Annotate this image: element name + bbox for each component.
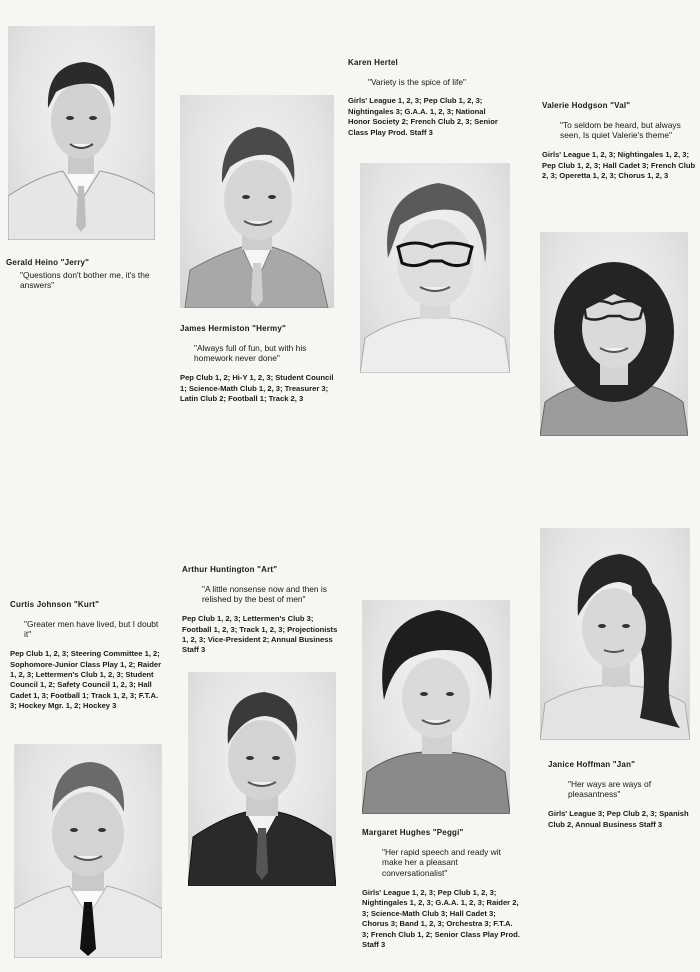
student-activities: Girls' League 3; Pep Club 2, 3; Spanish Club 2, Annual Business Staff 3 xyxy=(548,809,689,829)
portrait-janice-hoffman xyxy=(540,528,690,740)
student-name: Curtis Johnson "Kurt" xyxy=(10,600,100,609)
caption-curtis-johnson xyxy=(10,600,162,712)
student-activities: Pep Club 1, 2, 3; Steering Committee 1, 2; Sophomore-Junior Class Play 1, 2; Raider 1, 2, 3; Lettermen's Club 1, 2, 3; Student Council 1, 2; Safety Council 1, 2, 3; Hall Cadet 1, 3; Football 1; Track 1, 2, 3; F.T.A. 3; Hockey Mgr. 1, 2; Hockey 3 xyxy=(10,649,162,711)
student-quote: "Her ways are ways of pleasantness" xyxy=(568,778,652,800)
student-activities: Pep Club 1, 2, 3; Lettermen's Club 3; Football 1, 2, 3; Track 1, 2, 3; Projectionists 1, 2, 3; Vice-President 2; Annual Business Staff 3 xyxy=(182,614,338,655)
portrait-valerie-hodgson xyxy=(540,232,688,436)
student-name: James Hermiston "Hermy" xyxy=(180,324,287,333)
student-quote: "Her rapid speech and ready wit make her a pleasant conversationalist" xyxy=(382,846,501,879)
student-name: Janice Hoffman "Jan" xyxy=(548,760,636,769)
student-name: Gerald Heino "Jerry" xyxy=(6,258,90,267)
student-activities: Pep Club 1, 2; Hi-Y 1, 2, 3; Student Council 1; Science-Math Club 1, 2, 3; Treasurer 3; Latin Club 2; Football 1; Track 2, 3 xyxy=(180,373,334,403)
student-quote: "Always full of fun, but with his homework never done" xyxy=(194,342,307,364)
caption-margaret-hughes xyxy=(362,828,520,950)
student-activities: Girls' League 1, 2, 3; Pep Club 1, 2, 3; Nightingales 1, 2, 3; G.A.A. 1, 2, 3; Raider 2, 3; Science-Math Club 3; Hall Cadet 3; Chorus 3; Band 1, 2, 3; Orchestra 3; F.T.A. 3; French Club 1, 2; Senior Class Play Prod. Staff 3 xyxy=(362,887,520,950)
portrait-margaret-hughes xyxy=(362,600,510,814)
portrait-james-hermiston xyxy=(180,95,334,308)
student-quote: "Questions don't bother me, it's the answers" xyxy=(20,269,150,291)
caption-karen-hertel xyxy=(348,58,508,138)
caption-james-hermiston xyxy=(180,324,338,404)
student-name: Margaret Hughes "Peggi" xyxy=(362,828,464,837)
student-activities: Girls' League 1, 2, 3; Pep Club 1, 2, 3; Nightingales 3; G.A.A. 1, 2, 3; National Honor Society 2; French Club 2, 3; Senior Class Play Prod. Staff 3 xyxy=(348,96,498,137)
student-name: Karen Hertel xyxy=(348,58,398,67)
caption-valerie-hodgson xyxy=(542,101,696,181)
portrait-karen-hertel xyxy=(360,163,510,373)
caption-janice-hoffman xyxy=(548,760,698,830)
student-quote: "A little nonsense now and then is relished by the best of men" xyxy=(202,583,327,605)
student-quote: "Greater men have lived, but I doubt it" xyxy=(24,618,159,640)
student-quote: "Variety is the spice of life" xyxy=(368,76,466,87)
portrait-curtis-johnson xyxy=(14,744,162,958)
student-activities: Girls' League 1, 2, 3; Nightingales 1, 2, 3; Pep Club 1, 2, 3; Hall Cadet 3; French Club 2, 3; Operetta 1, 2, 3; Chorus 1, 2, 3 xyxy=(542,150,696,180)
student-name: Valerie Hodgson "Val" xyxy=(542,101,631,110)
caption-gerald-heino xyxy=(6,258,154,291)
student-quote: "To seldom be heard, but always seen, Is quiet Valerie's theme" xyxy=(560,119,681,141)
portrait-gerald-heino xyxy=(8,26,155,240)
student-name: Arthur Huntington "Art" xyxy=(182,565,278,574)
caption-arthur-huntington xyxy=(182,565,338,656)
portrait-arthur-huntington xyxy=(188,672,336,886)
